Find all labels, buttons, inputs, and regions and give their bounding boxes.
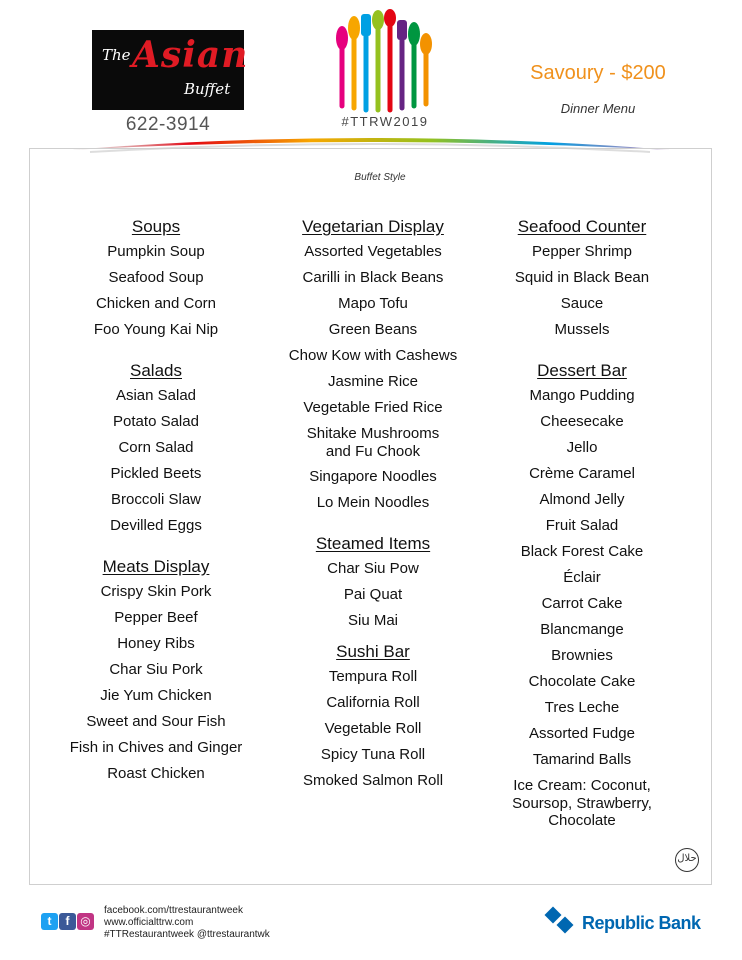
menu-item-line: Chocolate xyxy=(548,812,616,829)
section-title: Sushi Bar xyxy=(336,642,410,661)
menu-item: Tempura Roll xyxy=(328,668,418,685)
logo-the: The xyxy=(102,46,131,64)
menu-item: Squid in Black Bean xyxy=(514,269,650,286)
menu-column-2 xyxy=(270,215,476,794)
menu-item: Jello xyxy=(566,439,598,456)
section-title: Meats Display xyxy=(102,557,210,576)
instagram-icon[interactable]: ◎ xyxy=(77,913,94,930)
menu-item: Vegetable Roll xyxy=(324,720,422,737)
menu-item: Corn Salad xyxy=(118,439,194,456)
menu-item: Vegetable Fried Rice xyxy=(303,399,443,416)
menu-item: Éclair xyxy=(563,569,601,586)
cutlery-icon xyxy=(330,8,440,116)
menu-item: California Roll xyxy=(326,694,420,711)
menu-item: Broccoli Slaw xyxy=(110,491,202,508)
menu-item: Char Siu Pow xyxy=(327,560,419,577)
menu-item: Seafood Soup xyxy=(108,269,204,286)
menu-item: Char Siu Pork xyxy=(109,661,203,678)
menu-item: Cheesecake xyxy=(540,413,624,430)
menu-item: Mapo Tofu xyxy=(338,295,408,312)
logo-buffet: Buffet xyxy=(184,80,231,98)
menu-item: Tres Leche xyxy=(544,699,620,716)
menu-item-line: Soursop, Strawberry, xyxy=(512,794,652,812)
website-link[interactable]: www.officialttrw.com xyxy=(104,917,194,928)
menu-item: Crispy Skin Pork xyxy=(100,583,212,600)
menu-item: Roast Chicken xyxy=(107,765,205,782)
menu-item xyxy=(484,773,680,834)
section-title: Steamed Items xyxy=(315,534,431,553)
menu-item: Potato Salad xyxy=(113,413,199,430)
price-label: Savoury - $200 xyxy=(530,62,666,84)
section-title: Salads xyxy=(130,361,182,380)
menu-item: Pepper Shrimp xyxy=(531,243,633,260)
menu-item: Crème Caramel xyxy=(529,465,635,482)
social-handles: #TTRestaurantweek @ttrestaurantwk xyxy=(104,929,270,940)
menu-item: Singapore Noodles xyxy=(309,468,437,485)
menu-item: Fruit Salad xyxy=(545,517,619,534)
asian-buffet-logo xyxy=(92,30,249,110)
menu-item: Pepper Beef xyxy=(114,609,198,626)
menu-item: Devilled Eggs xyxy=(110,517,202,534)
menu-item: Fish in Chives and Ginger xyxy=(69,739,243,756)
menu-item: Brownies xyxy=(551,647,613,664)
section-title: Dessert Bar xyxy=(537,361,627,380)
menu-column-1 xyxy=(40,215,272,787)
phone-number: 622-3914 xyxy=(125,114,211,135)
menu-item xyxy=(270,421,476,464)
menu-item: Jasmine Rice xyxy=(327,373,419,390)
menu-item: Assorted Vegetables xyxy=(304,243,442,260)
section-title: Soups xyxy=(131,217,181,236)
footer-links xyxy=(104,905,270,941)
menu-item: Sauce xyxy=(560,295,604,312)
halal-icon: حلال xyxy=(675,848,699,872)
menu-item: Almond Jelly xyxy=(539,491,625,508)
menu-column-3 xyxy=(484,215,680,834)
republic-bank-logo-icon xyxy=(543,905,583,941)
menu-item: Green Beans xyxy=(328,321,418,338)
menu-item: Mussels xyxy=(554,321,610,338)
menu-item: Smoked Salmon Roll xyxy=(302,772,444,789)
menu-item: Sweet and Sour Fish xyxy=(86,713,226,730)
bank-name: Republic Bank xyxy=(582,913,701,933)
facebook-icon[interactable]: f xyxy=(59,913,76,930)
menu-item: Mango Pudding xyxy=(529,387,635,404)
facebook-link[interactable]: facebook.com/ttrestaurantweek xyxy=(104,905,243,916)
menu-item: Lo Mein Noodles xyxy=(316,494,430,511)
menu-item: Black Forest Cake xyxy=(520,543,644,560)
menu-item: Assorted Fudge xyxy=(529,725,635,742)
menu-item: Siu Mai xyxy=(347,612,399,629)
menu-item: Carrot Cake xyxy=(541,595,623,612)
hashtag: #TTRW2019 xyxy=(341,114,429,129)
menu-item: Pickled Beets xyxy=(110,465,202,482)
menu-item: Tamarind Balls xyxy=(532,751,632,768)
menu-item: Foo Young Kai Nip xyxy=(93,321,219,338)
section-title: Vegetarian Display xyxy=(302,217,444,236)
menu-item: Jie Yum Chicken xyxy=(100,687,212,704)
menu-item: Carilli in Black Beans xyxy=(302,269,444,286)
menu-item: Pumpkin Soup xyxy=(107,243,205,260)
menu-item: Honey Ribs xyxy=(117,635,195,652)
logo-asian: Asian xyxy=(132,34,249,76)
social-icons xyxy=(41,912,99,930)
section-title: Seafood Counter xyxy=(517,217,647,236)
menu-item-line: and Fu Chook xyxy=(325,442,421,460)
buffet-style-note: Buffet Style xyxy=(354,172,406,183)
menu-item: Chow Kow with Cashews xyxy=(288,347,458,364)
menu-item: Chocolate Cake xyxy=(528,673,636,690)
menu-item: Pai Quat xyxy=(343,586,403,603)
twitter-icon[interactable]: t xyxy=(41,913,58,930)
menu-item-line: Shitake Mushrooms xyxy=(306,425,440,442)
menu-item: Blancmange xyxy=(540,621,624,638)
menu-item: Asian Salad xyxy=(115,387,197,404)
menu-item-line: Ice Cream: Coconut, xyxy=(513,777,651,794)
menu-item: Spicy Tuna Roll xyxy=(320,746,426,763)
menu-type: Dinner Menu xyxy=(560,101,636,116)
menu-item: Chicken and Corn xyxy=(95,295,217,312)
